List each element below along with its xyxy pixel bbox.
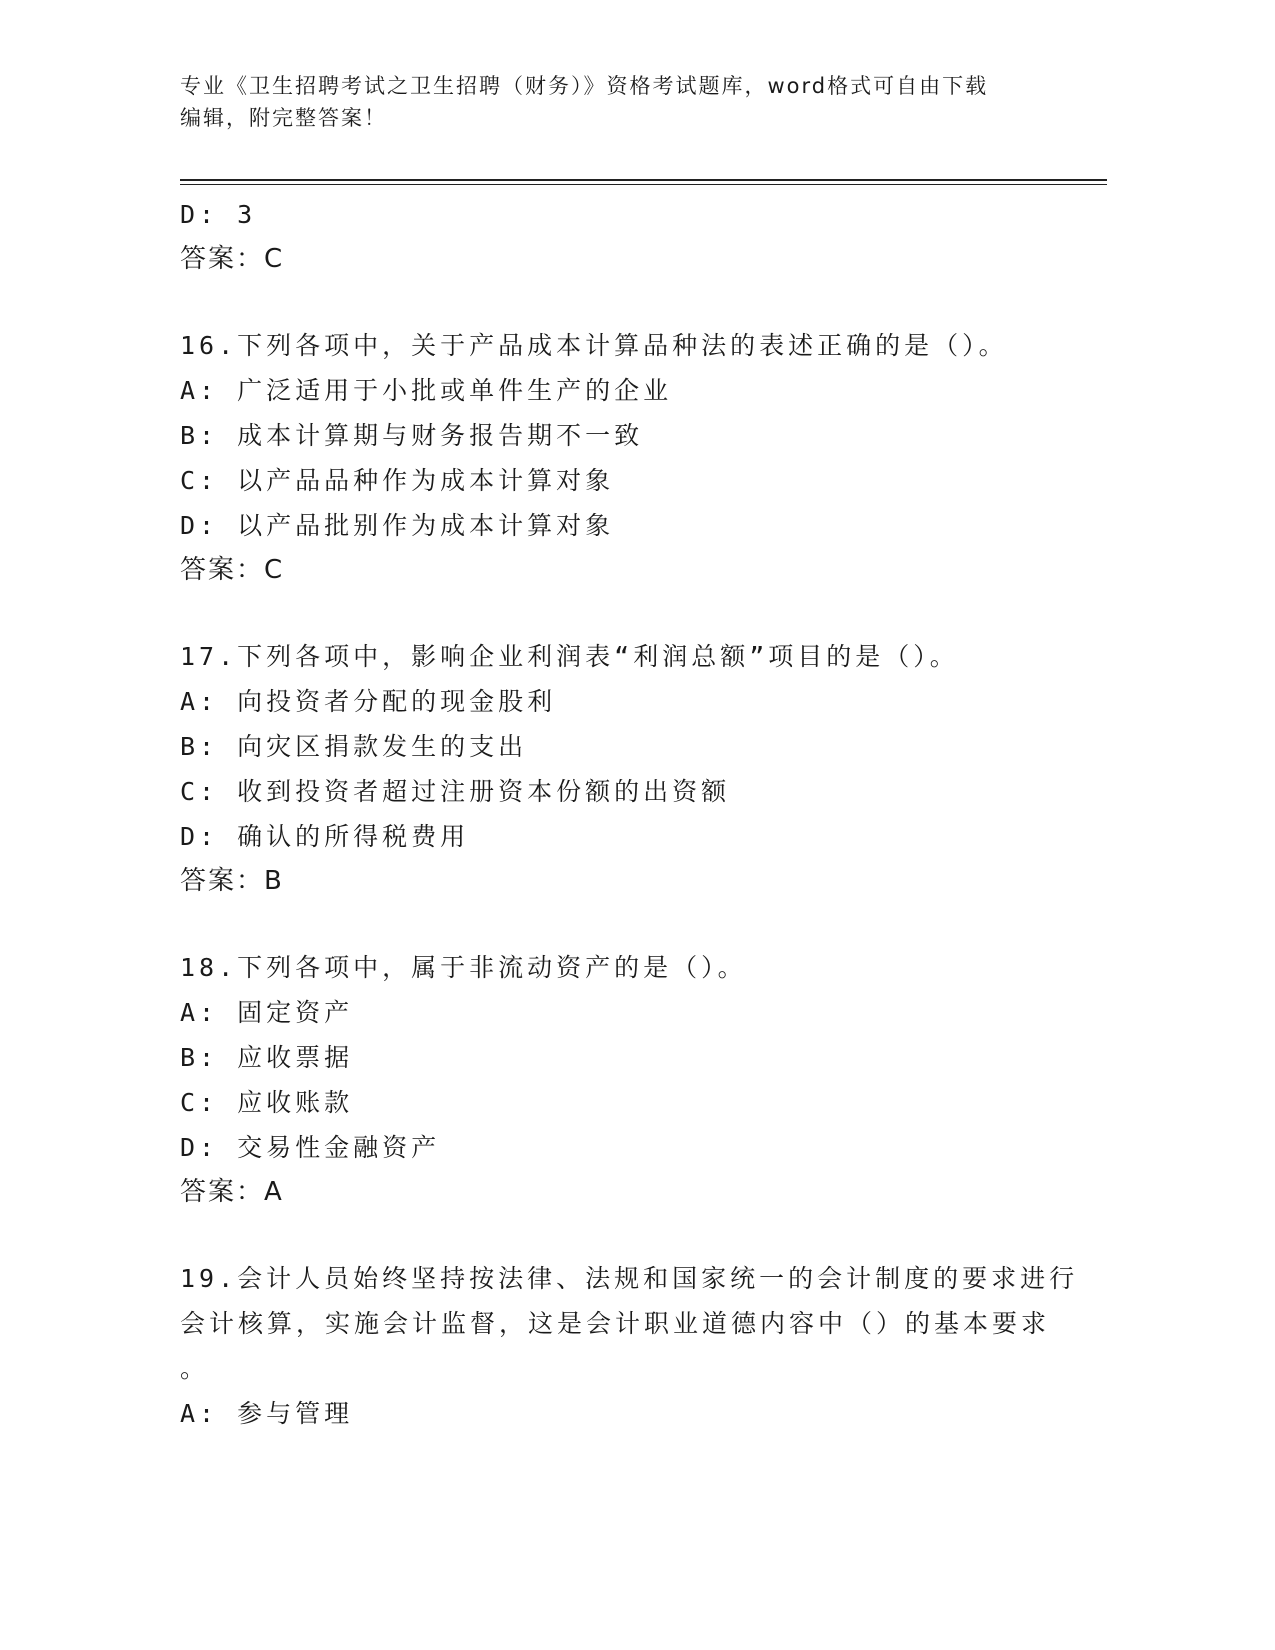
question-stem-line-2: 会计核算，实施会计监督，这是会计职业道德内容中（）的基本要求 bbox=[180, 1309, 1051, 1338]
option-c: C: 应收账款 bbox=[180, 1088, 354, 1117]
header-line-1: 专业《卫生招聘考试之卫生招聘（财务）》资格考试题库，word格式可自由下载 bbox=[180, 74, 989, 98]
option-a: A: 参与管理 bbox=[180, 1399, 354, 1428]
header-divider-thin bbox=[180, 184, 1107, 185]
option-a: A: 广泛适用于小批或单件生产的企业 bbox=[180, 376, 673, 405]
answer-line: 答案：A bbox=[180, 1177, 284, 1207]
question-17 bbox=[180, 634, 1080, 904]
question-stem: 17.下列各项中，影响企业利润表“利润总额”项目的是（）。 bbox=[180, 642, 959, 671]
question-stem-line-1: 19.会计人员始终坚持按法律、法规和国家统一的会计制度的要求进行 bbox=[180, 1264, 1079, 1293]
answer-line: 答案：C bbox=[180, 244, 285, 274]
page-header bbox=[180, 70, 1060, 134]
option-c: C: 以产品品种作为成本计算对象 bbox=[180, 466, 615, 495]
header-line-2: 编辑，附完整答案！ bbox=[180, 106, 387, 130]
question-19 bbox=[180, 1256, 1080, 1436]
option-d: D: 确认的所得税费用 bbox=[180, 822, 470, 851]
option-a: A: 固定资产 bbox=[180, 998, 354, 1027]
option-b: B: 成本计算期与财务报告期不一致 bbox=[180, 421, 644, 450]
option-a: A: 向投资者分配的现金股利 bbox=[180, 687, 557, 716]
answer-line: 答案：B bbox=[180, 866, 284, 896]
option-b: B: 应收票据 bbox=[180, 1043, 354, 1072]
question-stem: 16.下列各项中，关于产品成本计算品种法的表述正确的是（）。 bbox=[180, 331, 1008, 360]
question-list bbox=[180, 192, 1080, 1436]
header-divider bbox=[180, 179, 1107, 181]
question-stem: 18.下列各项中，属于非流动资产的是（）。 bbox=[180, 953, 747, 982]
question-18 bbox=[180, 945, 1080, 1215]
option-c: C: 收到投资者超过注册资本份额的出资额 bbox=[180, 777, 731, 806]
option-d: D: 以产品批别作为成本计算对象 bbox=[180, 511, 615, 540]
option-d: D: 3 bbox=[180, 200, 257, 229]
question-16 bbox=[180, 323, 1080, 593]
answer-line: 答案：C bbox=[180, 555, 285, 585]
question-stem-line-3: 。 bbox=[180, 1354, 206, 1383]
option-b: B: 向灾区捐款发生的支出 bbox=[180, 732, 528, 761]
option-d: D: 交易性金融资产 bbox=[180, 1133, 441, 1162]
